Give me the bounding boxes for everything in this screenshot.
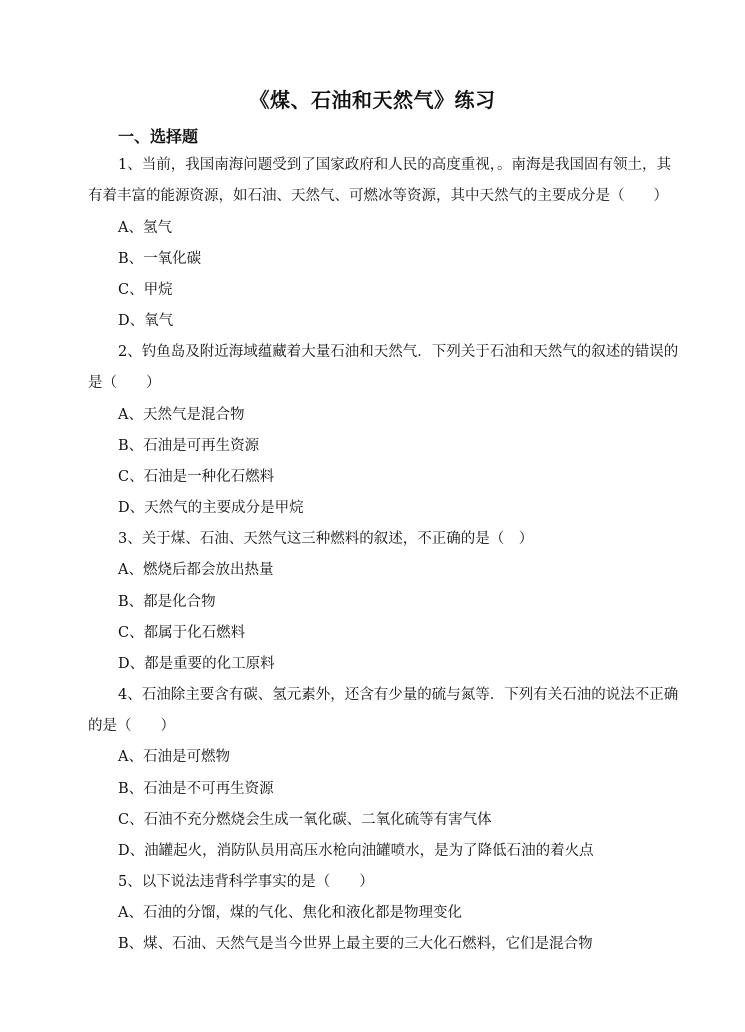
question-2-option-b: B、石油是可再生资源 xyxy=(118,438,260,454)
question-1-option-d: D、氧气 xyxy=(118,313,174,329)
question-4-option-a: A、石油是可燃物 xyxy=(118,749,230,765)
question-1-option-c: C、甲烷 xyxy=(118,282,173,298)
question-4-stem-line-1: 4、石油除主要含有碳、氢元素外，还含有少量的硫与氮等．下列有关石油的说法不正确 xyxy=(118,687,679,703)
question-2-option-c: C、石油是一种化石燃料 xyxy=(118,469,275,485)
question-3-option-a: A、燃烧后都会放出热量 xyxy=(118,562,274,578)
question-2-option-d: D、天然气的主要成分是甲烷 xyxy=(118,500,304,516)
question-3-stem: 3、关于煤、石油、天然气这三种燃料的叙述，不正确的是（ ） xyxy=(118,531,534,547)
question-2-stem-line-1: 2、钓鱼岛及附近海域蕴藏着大量石油和天然气．下列关于石油和天然气的叙述的错误的 xyxy=(118,344,679,360)
question-5-stem: 5、以下说法违背科学事实的是（ ） xyxy=(118,874,374,890)
question-4-option-c: C、石油不充分燃烧会生成一氧化碳、二氧化硫等有害气体 xyxy=(118,812,492,828)
question-4-stem-line-2: 的是（ ） xyxy=(88,718,175,734)
question-1-option-b: B、一氧化碳 xyxy=(118,251,202,267)
section-heading: 一、选择题 xyxy=(118,127,199,146)
question-2-stem-line-2: 是（ ） xyxy=(88,375,161,391)
question-2-option-a: A、天然气是混合物 xyxy=(118,407,245,423)
question-3-option-b: B、都是化合物 xyxy=(118,594,216,610)
question-3-option-c: C、都属于化石燃料 xyxy=(118,625,246,641)
question-4-option-d: D、油罐起火，消防队员用高压水枪向油罐喷水，是为了降低石油的着火点 xyxy=(118,843,594,859)
question-4-option-b: B、石油是不可再生资源 xyxy=(118,781,274,797)
question-5-option-a: A、石油的分馏，煤的气化、焦化和液化都是物理变化 xyxy=(118,905,462,921)
question-1-stem-line-1: 1、当前，我国南海问题受到了国家政府和人民的高度重视，。南海是我国固有领土，其 xyxy=(118,157,671,173)
question-1-stem-line-2: 有着丰富的能源资源，如石油、天然气、可燃冰等资源，其中天然气的主要成分是（ ） xyxy=(88,188,668,204)
question-5-option-b: B、煤、石油、天然气是当今世界上最主要的三大化石燃料，它们是混合物 xyxy=(118,936,593,952)
question-1-option-a: A、氢气 xyxy=(118,220,172,236)
page-title: 《煤、石油和天然气》练习 xyxy=(249,88,496,112)
question-3-option-d: D、都是重要的化工原料 xyxy=(118,656,275,672)
